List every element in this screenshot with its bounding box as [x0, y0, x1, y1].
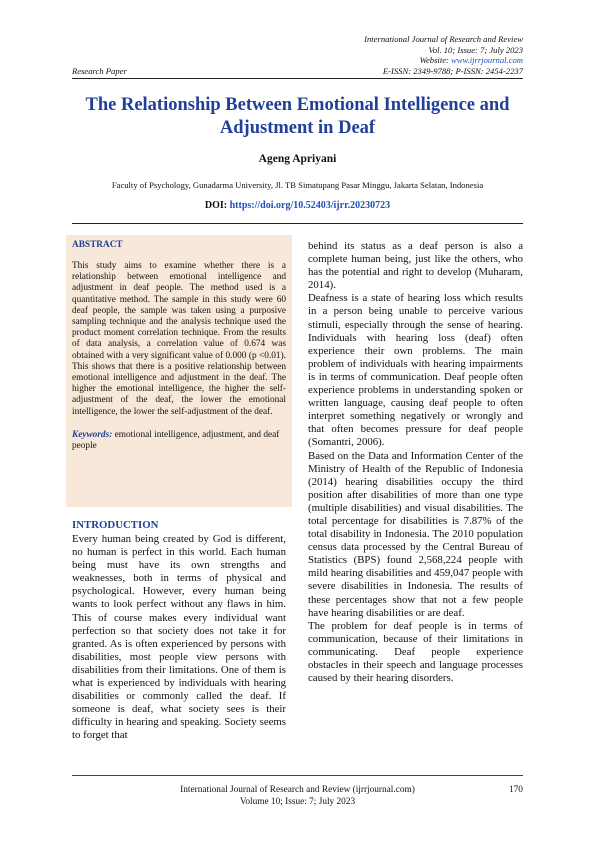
abstract-text: This study aims to examine whether there is a relationship between emotional intelligence and adjustment in deaf people. The method used is a quantitative method. The sample in this study were 60 deaf people, the sample was taken using a purposive sampling technique and the analysis technique used the product moment correlation technique. From the results of data analysis, a correlation value of 0.674 was obtained with a very significant value of 0.000 (p <0.01). This shows that there is a positive relationship between emotional intelligence and adjustment in the deaf. The higher the emotional intelligence, the higher the self-adjustment of the deaf, the lower the emotional intelligence, the lower the self-adjustment of the deaf. [72, 261, 286, 417]
website-label: Website: [419, 55, 452, 66]
body-paragraph: The problem for deaf people is in terms of communication, because of their limitations in communicating. Deaf people experience obstacles in their speech and language processes caused by their hearing disorders. [308, 619, 523, 685]
introduction-heading: INTRODUCTION [72, 519, 159, 531]
doi-line [72, 200, 523, 211]
keywords-label: Keywords: [72, 429, 113, 440]
website-line [364, 55, 523, 66]
page-number: 170 [509, 785, 523, 795]
volume-info: Vol. 10; Issue: 7; July 2023 [428, 44, 523, 55]
right-column [308, 240, 523, 685]
body-paragraph: Deafness is a state of hearing loss which results in a person being unable to perceive various stimuli, especially through the sense of hearing. Individuals with hearing loss (deaf) often experience their own problems. The main problem of individuals with hearing impairments is in terms of communication. Deaf people often experience problems in understanding spoken or written language, causing deaf people to often interpret something negatively or wrongly and that often becomes pressure for deaf people (Somantri, 2006). [308, 292, 523, 449]
footer-volume: Volume 10; Issue: 7; July 2023 [239, 797, 356, 807]
abstract-heading: ABSTRACT [72, 240, 123, 250]
footer-divider [72, 775, 523, 776]
author-affiliation: Faculty of Psychology, Gunadarma University, Jl. TB Simatupang Pasar Minggu, Jakarta Selatan, Indonesia [111, 180, 484, 190]
header-divider [72, 78, 523, 79]
website-link[interactable]: www.ijrrjournal.com [451, 55, 523, 66]
doi-label: DOI: [204, 200, 230, 211]
journal-info [364, 34, 523, 76]
author-name: Ageng Apriyani [258, 153, 337, 165]
keywords-text: emotional intelligence, adjustment, and deaf people [72, 429, 280, 452]
paper-type: Research Paper [72, 66, 127, 76]
body-paragraph: Based on the Data and Information Center of the Ministry of Health of the Republic of Indonesia (2014) hearing disabilities occupy the third position after disabilities of more than one type (multiple disabilities) and visual disabilities. The total percentage for disabilities is 7.87% of the total disability in Indonesia. The 2010 population census data processed by the Central Bureau of Statistics (BPS) found 2,568,224 people with mild hearing disabilities and 459,047 people with severe disabilities in Indonesia. The results of these percentages show that not a few people have hearing disabilities or are deaf. [308, 449, 523, 619]
body-paragraph: behind its status as a deaf person is also a complete human being, just like the others, who has the potential and right to develop (Muharam, 2014). [308, 240, 523, 292]
introduction-left-column: Every human being created by God is different, no human is perfect in this world. Each human being must have its own strengths and weaknesses, both in terms of physical and psychological. However, every human being wants to look perfect without any flaws in him. This of course makes every individual want perfection so that society does not take it for granted. As is often experienced by persons with disabilities, most people view persons with disabilities from their limitations. One of them is what is experienced by individuals with hearing disabilities or commonly called the deaf. If someone is deaf, what society sees is their difficulty in hearing and speaking. Society seems to forget that [72, 533, 286, 742]
doi-link[interactable]: https://doi.org/10.52403/ijrr.20230723 [229, 200, 391, 211]
issn: E-ISSN: 2349-9788; P-ISSN: 2454-2237 [382, 65, 523, 76]
paper-title: The Relationship Between Emotional Intelligence and Adjustment in Deaf [85, 95, 510, 138]
abstract-box [66, 235, 292, 507]
doi-divider [72, 223, 523, 224]
journal-name: International Journal of Research and Review [364, 34, 523, 44]
keywords [72, 430, 286, 452]
footer-journal: International Journal of Research and Review (ijrrjournal.com) [180, 785, 415, 795]
